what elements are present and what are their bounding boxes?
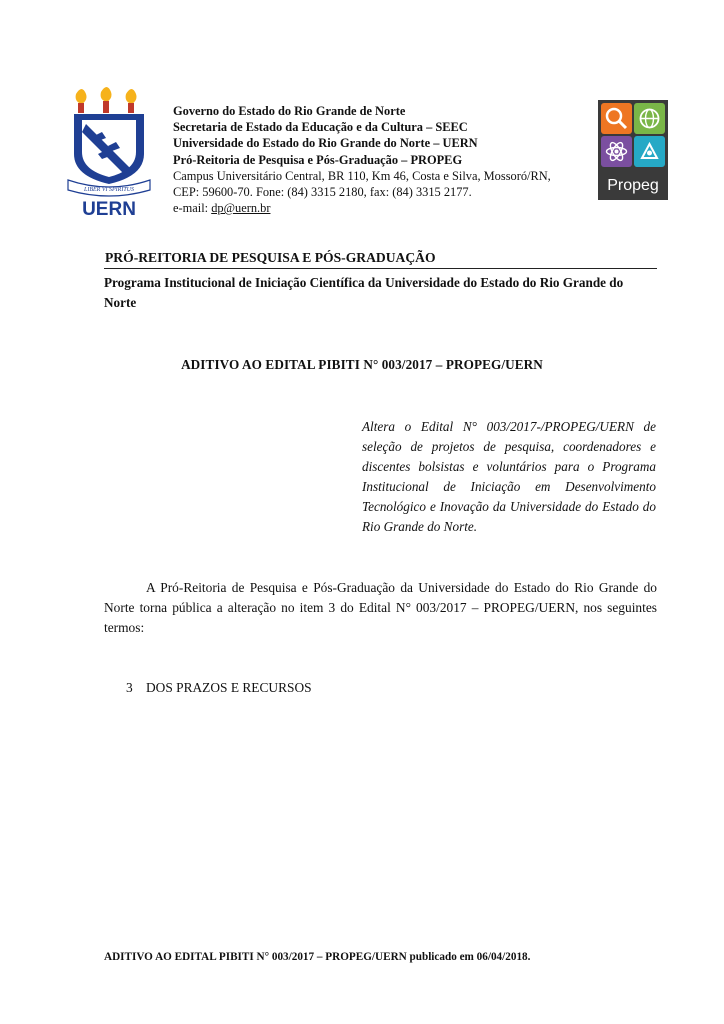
section-title: PRÓ-REITORIA DE PESQUISA E PÓS-GRADUAÇÃO (105, 250, 436, 265)
institution-header (173, 103, 593, 216)
uern-wordmark: UERN (82, 199, 136, 218)
torch-icon (101, 87, 112, 113)
torch-icon (126, 89, 137, 113)
header-line-address: Campus Universitário Central, BR 110, Km 46, Costa e Silva, Mossoró/RN, (173, 168, 551, 183)
torch-icon (76, 89, 87, 113)
header-line-email (173, 200, 593, 216)
intro-paragraph: A Pró-Reitoria de Pesquisa e Pós-Graduação da Universidade do Estado do Rio Grande do Norte torna pública a alteração no item 3 do Edital N° 003/2017 – PROPEG/UERN, nos seguintes termos: (104, 580, 657, 635)
email-label: e-mail: (173, 201, 212, 216)
footer-title: ADITIVO AO EDITAL PIBITI N° 003/2017 – PROPEG/UERN (104, 951, 407, 963)
document-title: ADITIVO AO EDITAL PIBITI N° 003/2017 – PROPEG/UERN (181, 357, 543, 372)
program-name: Programa Institucional de Iniciação Científica da Universidade do Estado do Rio Grande do Norte (104, 275, 624, 310)
header-line-government: Governo do Estado do Rio Grande de Norte (173, 104, 406, 118)
page-footer (104, 951, 530, 963)
section-divider (104, 268, 657, 269)
email-link[interactable]: dp@uern.br (211, 201, 271, 216)
header-line-propeg: Pró-Reitoria de Pesquisa e Pós-Graduação – PROPEG (173, 152, 463, 167)
ementa-paragraph: Altera o Edital N° 003/2017-/PROPEG/UERN de seleção de projetos de pesquisa, coordenadores e discentes bolsistas e voluntários para o Programa Institucional de Iniciação em Desenvolvimento Tecnológico e Inovação da Universidade do Estado do Rio Grande do Norte. (362, 419, 656, 534)
item-label: DOS PRAZOS E RECURSOS (146, 680, 312, 695)
uern-logo (64, 84, 154, 218)
footer-published: publicado em 06/04/2018. (406, 951, 531, 963)
header-line-university: Universidade do Estado do Rio Grande do Norte – UERN (173, 136, 478, 151)
uern-motto: LIBER VI SPIRITUS (84, 187, 134, 193)
shield-icon (74, 114, 144, 184)
propeg-wordmark: Propeg (607, 177, 659, 194)
item-number: 3 (126, 680, 133, 695)
propeg-logo (598, 100, 668, 200)
header-line-secretaria: Secretaria de Estado da Educação e da Cultura – SEEC (173, 120, 468, 135)
section-item (126, 680, 312, 696)
header-line-contact: CEP: 59600-70. Fone: (84) 3315 2180, fax: (84) 3315 2177. (173, 185, 472, 200)
